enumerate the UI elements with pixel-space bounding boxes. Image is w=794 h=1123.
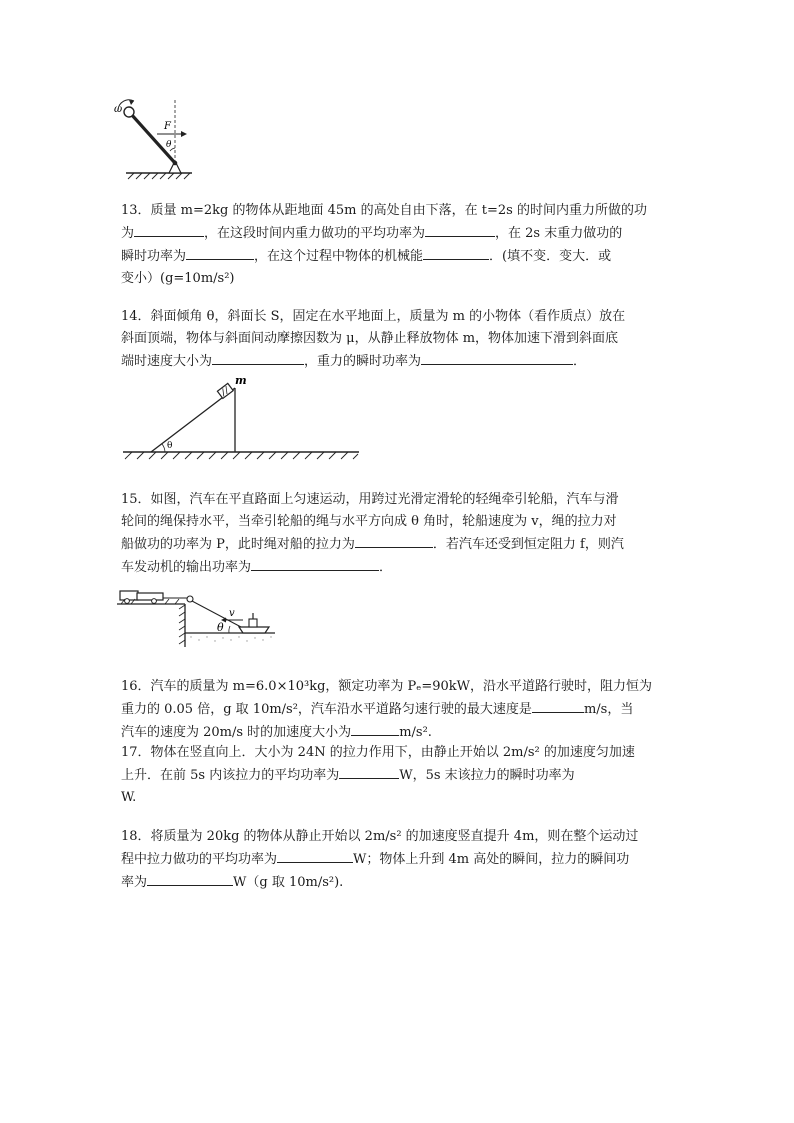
question-15-line-4: 车发动机的输出功率为 ． <box>121 556 681 579</box>
boat-cabin <box>249 619 257 627</box>
force-arrowhead <box>181 131 187 137</box>
question-16 <box>121 676 681 744</box>
question-13-line-2: 为 ，在这段时间内重力做功的平均功率为 ，在 2s 末重力做功的 <box>121 222 681 245</box>
velocity-label: v <box>229 608 235 619</box>
angle-arc <box>229 626 230 633</box>
question-18 <box>121 826 681 894</box>
force-label: F <box>164 121 171 132</box>
cliff-hatch <box>179 605 185 644</box>
block <box>217 383 233 398</box>
ground-hatch <box>128 173 190 179</box>
answer-blank[interactable] <box>186 245 254 260</box>
question-15-line-2: 轮间的绳保持水平，当牵引轮船的绳与水平方向成 θ 角时，轮船速度为 v，绳的拉力对 <box>121 514 617 529</box>
answer-blank[interactable] <box>425 222 495 237</box>
question-14-line-2: 斜面顶端，物体与斜面间动摩擦因数为 μ，从静止释放物体 m，物体加速下滑到斜面底 <box>121 331 619 346</box>
angle-label: θ <box>166 140 172 150</box>
omega-label: ω <box>114 104 123 115</box>
answer-blank[interactable] <box>532 698 584 713</box>
answer-blank[interactable] <box>355 533 433 548</box>
question-16-line-3: 汽车的速度为 20m/s 时的加速度大小为 m/s². <box>121 721 681 744</box>
answer-blank[interactable] <box>277 848 353 863</box>
answer-blank[interactable] <box>147 871 233 886</box>
question-15-line-1: 15．如图，汽车在平直路面上匀速运动，用跨过光滑定滑轮的轻绳牵引轮船，汽车与滑 <box>121 492 619 507</box>
question-16-line-2: 重力的 0.05 倍，g 取 10m/s²，汽车沿水平道路匀速行驶的最大速度是 m/s，当 <box>121 698 681 721</box>
answer-blank[interactable] <box>421 350 573 365</box>
car-boat-figure <box>117 583 277 651</box>
mass-label: m <box>235 374 247 387</box>
boat-hull <box>239 627 269 633</box>
question-17-line-2: 上升．在前 5s 内该拉力的平均功率为 W，5s 末该拉力的瞬时功率为 <box>121 764 681 787</box>
question-17-line-1: 17．物体在竖直向上．大小为 24N 的拉力作用下，由静止开始以 2m/s² 的加速度匀加速 <box>121 745 635 760</box>
question-18-line-1: 18．将质量为 20kg 的物体从静止开始以 2m/s² 的加速度竖直提升 4m，则在整个运动过 <box>121 829 639 844</box>
question-17-line-3: W. <box>121 790 137 805</box>
pendulum-figure <box>112 98 194 180</box>
answer-blank[interactable] <box>423 245 489 260</box>
question-13 <box>121 200 681 290</box>
question-13-line-3: 瞬时功率为 ，在这个过程中物体的机械能 ．(填不变．变大．或 <box>121 245 681 268</box>
car-body <box>137 593 163 600</box>
question-15 <box>121 489 681 579</box>
car-wheel <box>152 599 157 604</box>
incline-figure <box>121 372 361 464</box>
question-13-line-1: 13．质量 m=2kg 的物体从距地面 45m 的高处自由下落，在 t=2s 的时间内重力所做的功 <box>121 203 647 218</box>
question-15-line-3: 船做功的功率为 P，此时绳对船的拉力为 ．若汽车还受到恒定阻力 f，则汽 <box>121 533 681 556</box>
answer-blank[interactable] <box>212 350 304 365</box>
bob <box>124 107 134 117</box>
answer-blank[interactable] <box>251 556 379 571</box>
question-14-line-3: 端时速度大小为 ，重力的瞬时功率为 ． <box>121 350 681 373</box>
answer-blank[interactable] <box>339 764 399 779</box>
question-13-line-4: 变小）(g=10m/s²) <box>121 271 235 286</box>
answer-blank[interactable] <box>134 222 204 237</box>
answer-blank[interactable] <box>351 721 399 736</box>
question-14-line-1: 14．斜面倾角 θ，斜面长 S，固定在水平地面上，质量为 m 的小物体（看作质点）放在 <box>121 309 626 324</box>
angle-arc <box>162 444 165 452</box>
angle-label: θ <box>167 441 173 451</box>
ground-hatch <box>125 452 358 459</box>
question-14 <box>121 306 681 373</box>
riverbed-dots <box>190 636 271 641</box>
question-18-line-3: 率为 W（g 取 10m/s²). <box>121 871 681 894</box>
question-16-line-1: 16．汽车的质量为 m=6.0×10³kg，额定功率为 Pₑ=90kW，沿水平道路行驶时，阻力恒为 <box>121 679 653 694</box>
question-17 <box>121 742 681 809</box>
question-18-line-2: 程中拉力做功的平均功率为 W；物体上升到 4m 高处的瞬间，拉力的瞬间功 <box>121 848 681 871</box>
car-cabin <box>120 591 138 600</box>
angle-label: θ <box>217 621 224 634</box>
car-wheel <box>125 599 130 604</box>
